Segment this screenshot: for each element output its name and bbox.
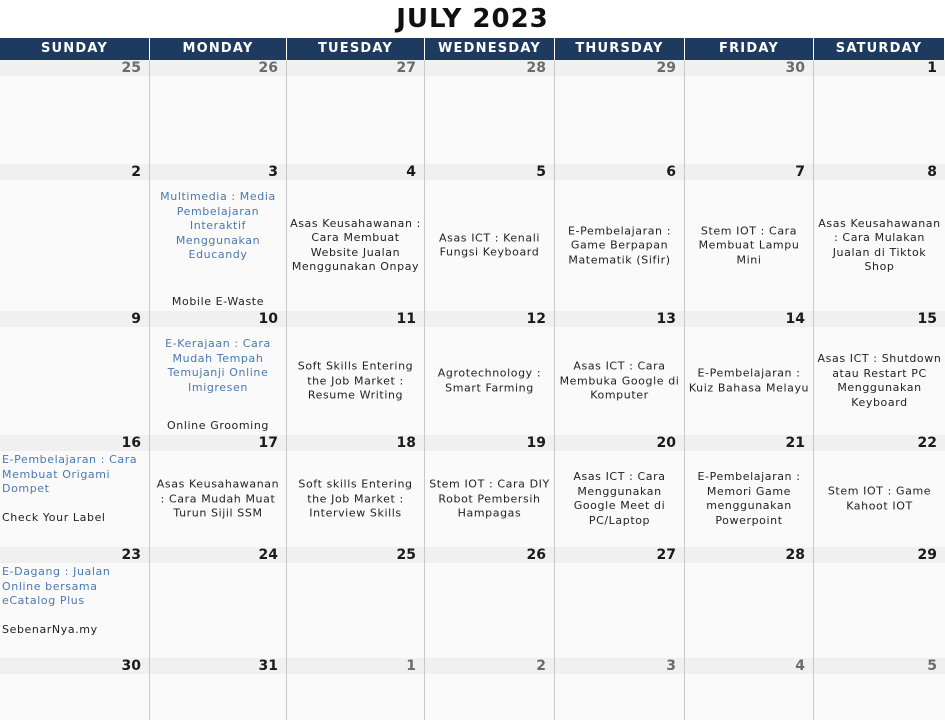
event-text: Asas Keusahawanan : Cara Mulakan Jualan di Tiktok Shop — [818, 216, 941, 273]
day-cell[interactable] — [685, 164, 814, 311]
day-body — [555, 674, 684, 720]
day-number: 11 — [287, 311, 424, 327]
day-number: 3 — [150, 164, 286, 180]
day-cell[interactable] — [814, 435, 945, 547]
day-body — [287, 327, 424, 435]
day-number: 1 — [814, 60, 945, 76]
day-cell[interactable] — [425, 658, 555, 720]
day-cell[interactable] — [555, 435, 685, 547]
day-body — [814, 180, 945, 311]
day-cell[interactable] — [0, 435, 150, 547]
day-number: 29 — [814, 547, 945, 563]
day-body — [0, 674, 149, 720]
day-cell[interactable] — [425, 435, 555, 547]
day-cell[interactable] — [814, 60, 945, 164]
day-body — [150, 180, 286, 311]
day-number: 20 — [555, 435, 684, 451]
day-body — [814, 76, 945, 164]
day-number: 14 — [685, 311, 813, 327]
event-text: Soft skills Entering the Job Market : Interview Skills — [298, 477, 413, 520]
event-text: Soft Skills Entering the Job Market : Resume Writing — [297, 359, 414, 402]
day-body — [0, 451, 149, 547]
day-cell[interactable] — [150, 311, 287, 435]
event-text: Stem IOT : Cara DIY Robot Pembersih Hampagas — [429, 477, 550, 520]
event-text: Asas ICT : Kenali Fungsi Keyboard — [438, 231, 541, 259]
day-number: 27 — [287, 60, 424, 76]
day-body — [685, 674, 813, 720]
dow-header-wednesday: WEDNESDAY — [425, 38, 555, 60]
day-number: 4 — [685, 658, 813, 674]
day-cell[interactable] — [150, 435, 287, 547]
day-body — [555, 180, 684, 311]
event-subtext: SebenarNya.my — [2, 623, 98, 636]
day-number: 19 — [425, 435, 554, 451]
day-number: 8 — [814, 164, 945, 180]
event-text: Asas ICT : Shutdown atau Restart PC Menggunakan Keyboard — [817, 352, 942, 409]
event-text: Multimedia : Media Pembelajaran Interaktif Menggunakan Educandy — [160, 190, 276, 261]
day-cell[interactable] — [685, 547, 814, 658]
day-number: 1 — [287, 658, 424, 674]
day-body — [685, 327, 813, 435]
day-cell[interactable] — [287, 311, 425, 435]
day-body — [555, 563, 684, 658]
day-cell[interactable] — [555, 60, 685, 164]
day-body — [150, 451, 286, 547]
day-cell[interactable] — [555, 164, 685, 311]
day-number: 29 — [555, 60, 684, 76]
day-cell[interactable] — [425, 547, 555, 658]
day-body — [150, 674, 286, 720]
day-cell[interactable] — [287, 435, 425, 547]
event-subtext: Mobile E-Waste — [171, 295, 265, 308]
day-body — [685, 76, 813, 164]
day-body — [150, 76, 286, 164]
day-cell[interactable] — [425, 164, 555, 311]
day-cell[interactable] — [287, 658, 425, 720]
event-text: E-Pembelajaran : Kuiz Bahasa Melayu — [688, 366, 810, 394]
day-cell[interactable] — [814, 547, 945, 658]
event-subtext: Check Your Label — [2, 511, 106, 524]
day-body — [0, 76, 149, 164]
day-body — [287, 180, 424, 311]
day-number: 24 — [150, 547, 286, 563]
day-number: 7 — [685, 164, 813, 180]
day-body — [287, 674, 424, 720]
day-cell[interactable] — [0, 547, 150, 658]
day-body — [287, 76, 424, 164]
day-body — [555, 451, 684, 547]
day-number: 22 — [814, 435, 945, 451]
day-number: 18 — [287, 435, 424, 451]
day-body — [814, 451, 945, 547]
day-cell[interactable] — [555, 311, 685, 435]
day-number: 28 — [425, 60, 554, 76]
day-body — [150, 327, 286, 435]
day-number: 30 — [685, 60, 813, 76]
event-text: Asas ICT : Cara Menggunakan Google Meet di PC/Laptop — [573, 470, 666, 527]
day-body — [814, 563, 945, 658]
day-number: 21 — [685, 435, 813, 451]
day-number: 3 — [555, 658, 684, 674]
day-body — [287, 563, 424, 658]
day-number: 23 — [0, 547, 149, 563]
event-subtext: Online Grooming — [167, 419, 269, 432]
day-body — [150, 563, 286, 658]
day-cell[interactable] — [150, 164, 287, 311]
event-text: E-Pembelajaran : Game Berpapan Matematik (Sifir) — [567, 223, 672, 266]
day-body — [685, 451, 813, 547]
day-number: 28 — [685, 547, 813, 563]
day-body — [425, 563, 554, 658]
day-body — [425, 76, 554, 164]
day-body — [425, 180, 554, 311]
day-cell[interactable] — [555, 658, 685, 720]
event-text: Asas ICT : Cara Membuka Google di Komputer — [559, 359, 680, 402]
day-body — [555, 76, 684, 164]
day-number: 26 — [150, 60, 286, 76]
day-cell[interactable] — [287, 164, 425, 311]
day-body — [814, 327, 945, 435]
event-text: Stem IOT : Cara Membuat Lampu Mini — [698, 223, 800, 266]
day-number: 12 — [425, 311, 554, 327]
day-number: 13 — [555, 311, 684, 327]
day-body — [0, 327, 149, 435]
day-body — [555, 327, 684, 435]
event-text: E-Pembelajaran : Memori Game menggunakan Powerpoint — [697, 470, 801, 527]
day-number: 6 — [555, 164, 684, 180]
day-cell[interactable] — [685, 658, 814, 720]
event-text: Asas Keusahawanan : Cara Mudah Muat Turun Sijil SSM — [156, 477, 280, 520]
event-text: E-Kerajaan : Cara Mudah Tempah Temujanji Online Imigresen — [165, 337, 271, 394]
day-number: 25 — [287, 547, 424, 563]
day-body — [425, 674, 554, 720]
day-number: 31 — [150, 658, 286, 674]
day-cell[interactable] — [150, 547, 287, 658]
event-text: E-Pembelajaran : Cara Membuat Origami Dompet — [2, 453, 138, 495]
day-cell[interactable] — [0, 164, 150, 311]
day-cell[interactable] — [814, 658, 945, 720]
day-number: 2 — [0, 164, 149, 180]
dow-header-thursday: THURSDAY — [555, 38, 685, 60]
event-text: Stem IOT : Game Kahoot IOT — [827, 484, 932, 512]
event-text: E-Dagang : Jualan Online bersama eCatalog Plus — [2, 565, 111, 607]
day-body — [814, 674, 945, 720]
day-number: 5 — [814, 658, 945, 674]
day-number: 30 — [0, 658, 149, 674]
day-cell[interactable] — [150, 60, 287, 164]
day-cell[interactable] — [685, 311, 814, 435]
day-number: 10 — [150, 311, 286, 327]
day-number: 25 — [0, 60, 149, 76]
day-cell[interactable] — [685, 60, 814, 164]
dow-header-friday: FRIDAY — [685, 38, 814, 60]
day-cell[interactable] — [814, 311, 945, 435]
day-number: 26 — [425, 547, 554, 563]
day-cell[interactable] — [425, 60, 555, 164]
day-body — [685, 180, 813, 311]
day-body — [0, 563, 149, 658]
day-cell[interactable] — [150, 658, 287, 720]
day-number: 27 — [555, 547, 684, 563]
dow-header-monday: MONDAY — [150, 38, 287, 60]
day-cell[interactable] — [814, 164, 945, 311]
day-number: 2 — [425, 658, 554, 674]
dow-header-sunday: SUNDAY — [0, 38, 150, 60]
calendar-grid — [0, 38, 945, 720]
calendar-title: JULY 2023 — [396, 4, 549, 34]
day-cell[interactable] — [0, 60, 150, 164]
day-body — [685, 563, 813, 658]
day-cell[interactable] — [425, 311, 555, 435]
event-text: Asas Keusahawanan : Cara Membuat Website Jualan Menggunakan Onpay — [290, 216, 421, 273]
day-cell[interactable] — [555, 547, 685, 658]
day-number: 5 — [425, 164, 554, 180]
day-number: 17 — [150, 435, 286, 451]
day-number: 16 — [0, 435, 149, 451]
day-body — [425, 451, 554, 547]
day-body — [0, 180, 149, 311]
event-text: Agrotechnology : Smart Farming — [437, 366, 542, 394]
day-body — [287, 451, 424, 547]
day-number: 4 — [287, 164, 424, 180]
day-cell[interactable] — [287, 547, 425, 658]
day-cell[interactable] — [0, 658, 150, 720]
day-cell[interactable] — [0, 311, 150, 435]
day-number: 15 — [814, 311, 945, 327]
dow-header-saturday: SATURDAY — [814, 38, 945, 60]
day-cell[interactable] — [287, 60, 425, 164]
day-number: 9 — [0, 311, 149, 327]
dow-header-tuesday: TUESDAY — [287, 38, 425, 60]
day-cell[interactable] — [685, 435, 814, 547]
day-body — [425, 327, 554, 435]
